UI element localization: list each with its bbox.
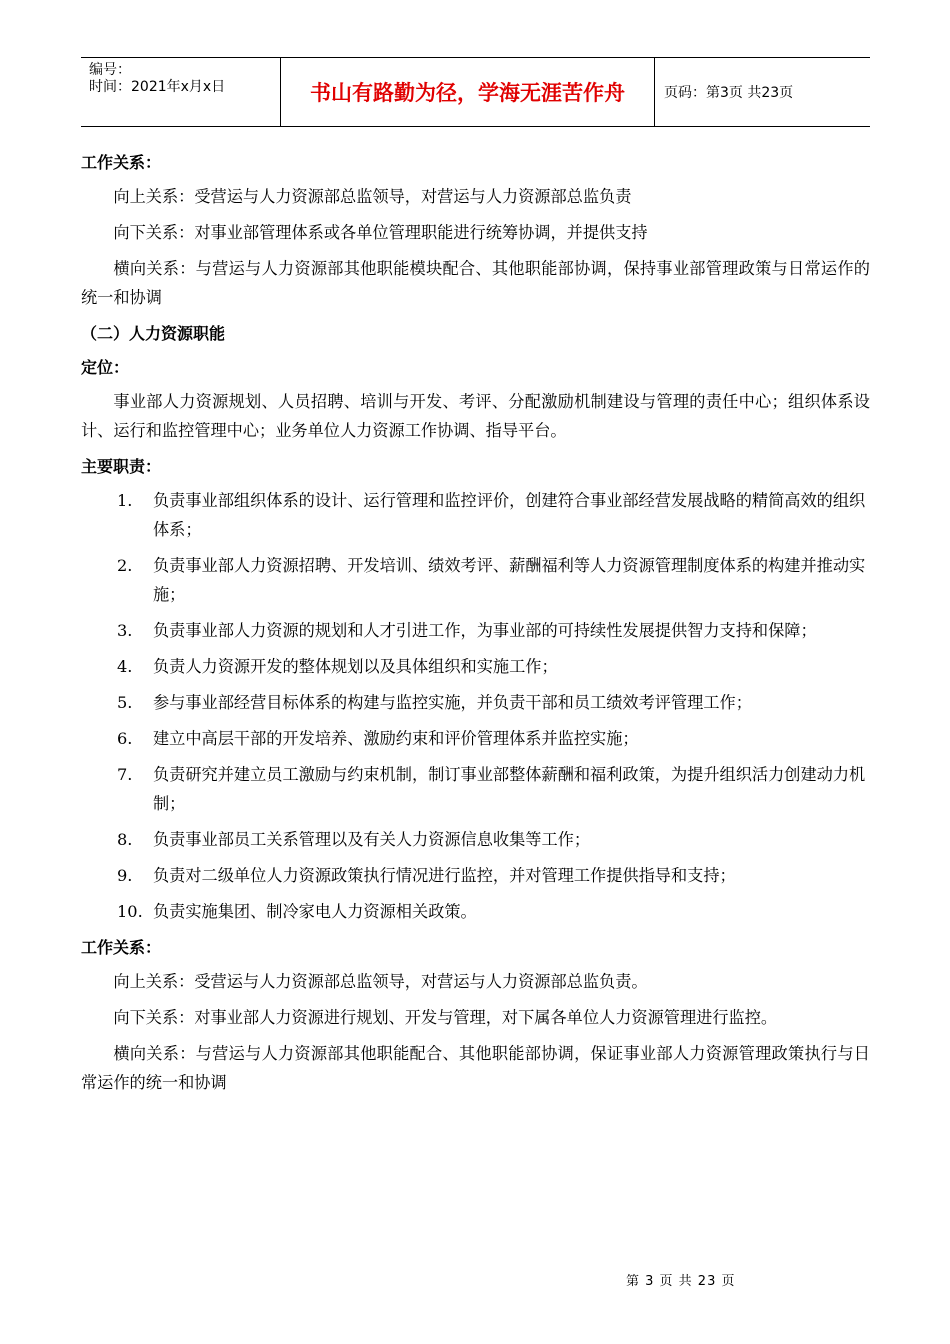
document-date: 时间：2021年x月x日 — [89, 79, 226, 95]
upward-relation-2: 向上关系：受营运与人力资源部总监领导，对营运与人力资源部总监负责。 — [113, 972, 648, 991]
page-header — [81, 57, 870, 127]
header-meta — [81, 58, 281, 126]
list-number: 6. — [117, 729, 133, 748]
list-number: 2. — [117, 556, 133, 575]
list-text: 负责对二级单位人力资源政策执行情况进行监控，并对管理工作提供指导和支持； — [153, 866, 736, 885]
list-item — [81, 861, 870, 890]
header-page-info: 页码：第3页 共23页 — [664, 85, 794, 101]
list-number: 4. — [117, 657, 133, 676]
list-number: 9. — [117, 866, 133, 885]
list-text: 建立中高层干部的开发培养、激励约束和评价管理体系并监控实施； — [153, 729, 639, 748]
list-item — [81, 825, 870, 854]
document-body — [81, 148, 870, 1104]
upward-relation: 向上关系：受营运与人力资源部总监领导，对营运与人力资源部总监负责 — [113, 187, 632, 206]
list-item — [81, 551, 870, 609]
lateral-relation: 横向关系：与营运与人力资源部其他职能模块配合、其他职能部协调，保持事业部管理政策与日常运作的统一和协调 — [81, 259, 870, 307]
list-number: 3. — [117, 621, 133, 640]
document-code-label: 编号： — [89, 62, 131, 78]
list-item — [81, 760, 870, 818]
list-text: 负责事业部人力资源招聘、开发培训、绩效考评、薪酬福利等人力资源管理制度体系的构建并推动实施； — [153, 556, 866, 604]
list-number: 5. — [117, 693, 133, 712]
header-motto: 书山有路勤为径，学海无涯苦作舟 — [281, 58, 655, 126]
work-relations-heading-2: 工作关系： — [81, 938, 162, 957]
downward-relation: 向下关系：对事业部管理体系或各单位管理职能进行统筹协调，并提供支持 — [113, 223, 648, 242]
list-item — [81, 616, 870, 645]
list-text: 负责研究并建立员工激励与约束机制，制订事业部整体薪酬和福利政策，为提升组织活力创建动力机制； — [153, 765, 866, 813]
list-number: 1. — [117, 491, 133, 510]
position-text: 事业部人力资源规划、人员招聘、培训与开发、考评、分配激励机制建设与管理的责任中心；组织体系设计、运行和监控管理中心；业务单位人力资源工作协调、指导平台。 — [81, 392, 870, 440]
list-text: 负责人力资源开发的整体规划以及具体组织和实施工作； — [153, 657, 558, 676]
list-item — [81, 724, 870, 753]
lateral-relation-2: 横向关系：与营运与人力资源部其他职能配合、其他职能部协调，保证事业部人力资源管理政策执行与日常运作的统一和协调 — [81, 1044, 870, 1092]
list-text: 参与事业部经营目标体系的构建与监控实施，并负责干部和员工绩效考评管理工作； — [153, 693, 752, 712]
list-number: 7. — [117, 765, 133, 784]
list-item — [81, 486, 870, 544]
page-footer: 第 3 页 共 23 页 — [626, 1274, 736, 1289]
section-title-hr: （二）人力资源职能 — [81, 324, 226, 343]
list-number: 10. — [117, 902, 143, 921]
list-text: 负责实施集团、制冷家电人力资源相关政策。 — [153, 902, 477, 921]
list-text: 负责事业部员工关系管理以及有关人力资源信息收集等工作； — [153, 830, 591, 849]
list-item — [81, 652, 870, 681]
work-relations-heading: 工作关系： — [81, 153, 162, 172]
list-text: 负责事业部人力资源的规划和人才引进工作，为事业部的可持续性发展提供智力支持和保障； — [153, 621, 817, 640]
list-number: 8. — [117, 830, 133, 849]
list-item — [81, 688, 870, 717]
duties-heading: 主要职责： — [81, 457, 162, 476]
duties-list — [81, 486, 870, 926]
downward-relation-2: 向下关系：对事业部人力资源进行规划、开发与管理，对下属各单位人力资源管理进行监控。 — [113, 1008, 778, 1027]
list-text: 负责事业部组织体系的设计、运行管理和监控评价，创建符合事业部经营发展战略的精简高效的组织体系； — [153, 491, 866, 539]
position-heading: 定位： — [81, 358, 130, 377]
list-item — [81, 897, 870, 926]
